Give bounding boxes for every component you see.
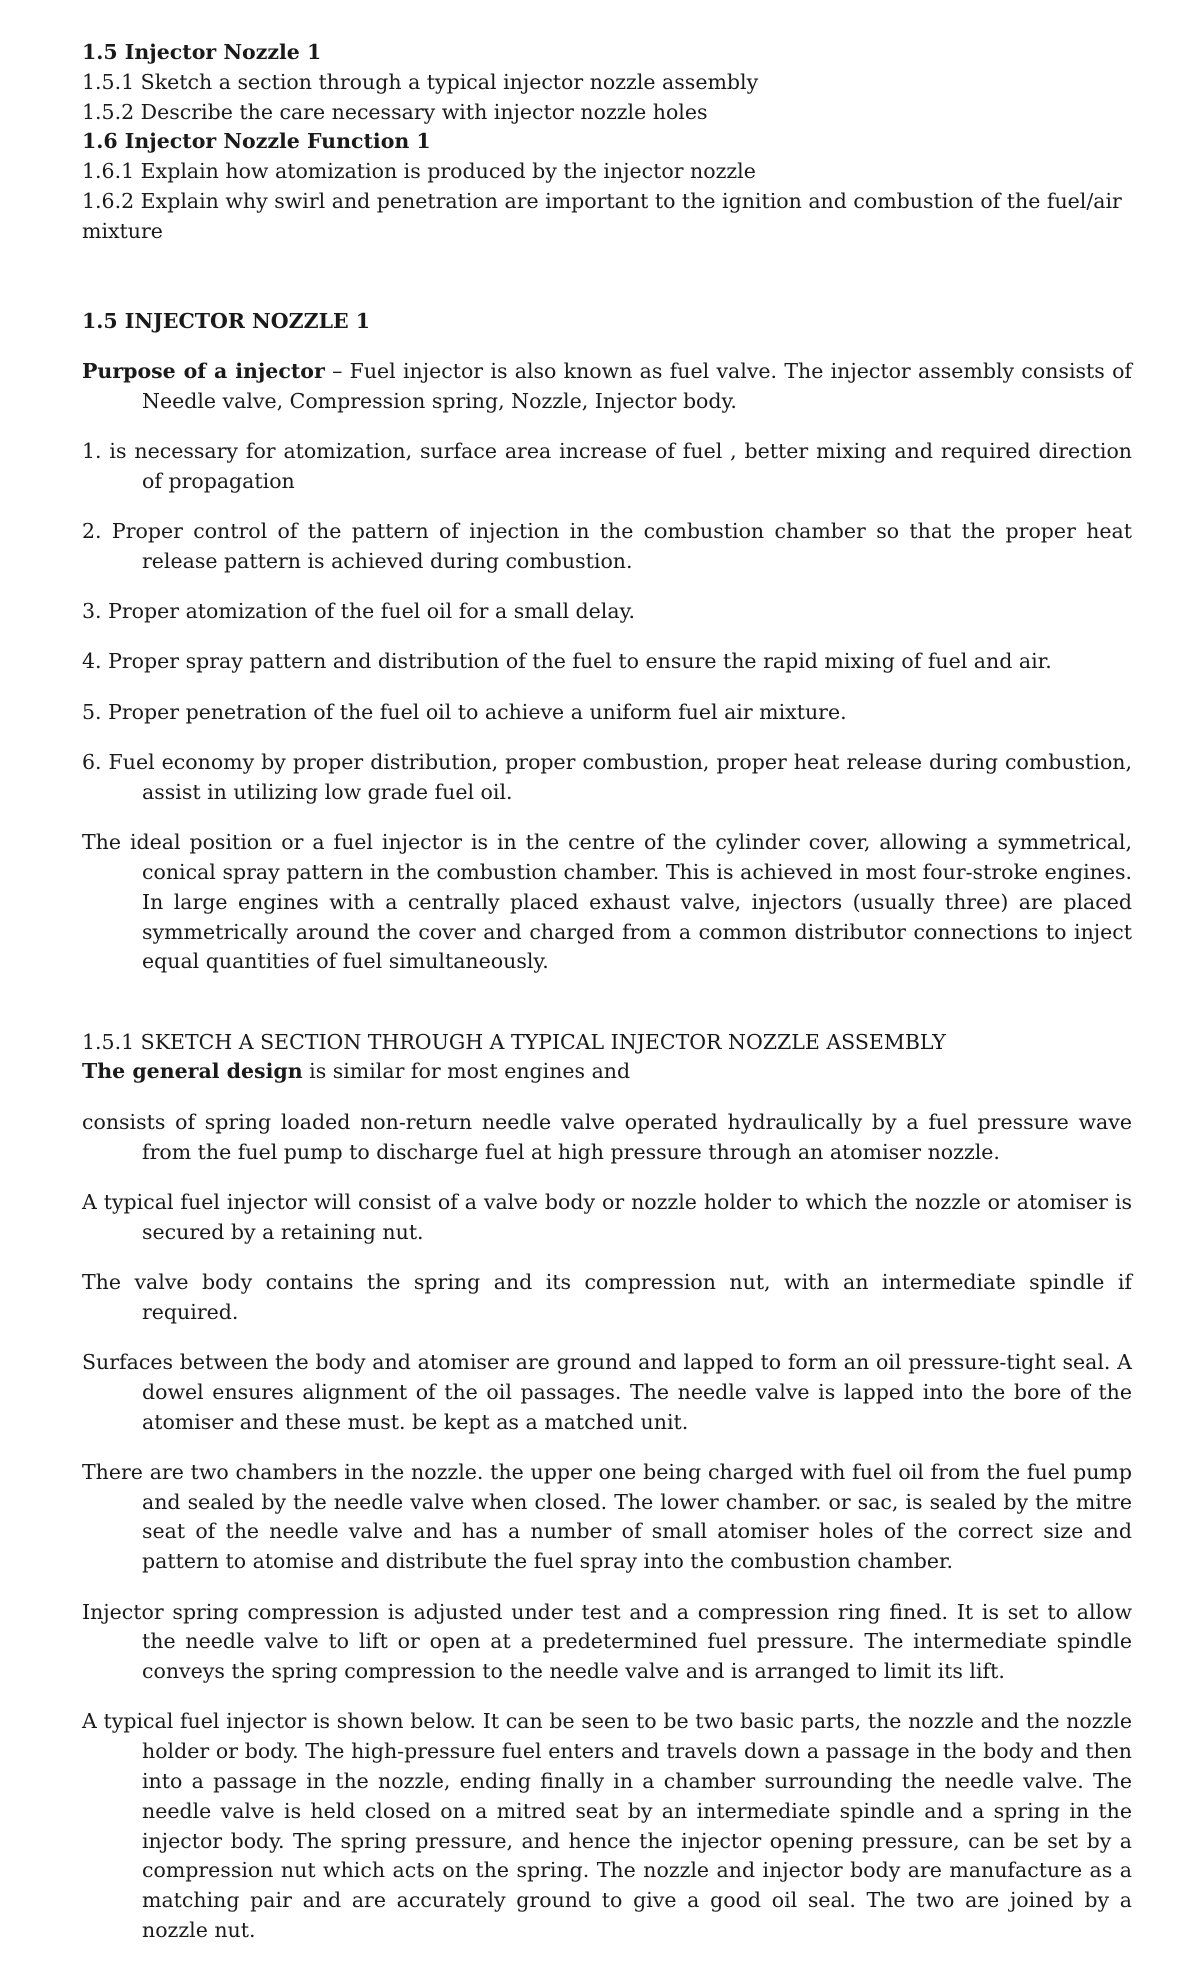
body-paragraph: Surfaces between the body and atomiser are ground and lapped to form an oil pressure-tight seal. A dowel ensures alignment of the oil passages. The needle valve is lapped into the bore of the atomiser and these must. be kept as a matched unit. [82, 1350, 1132, 1434]
body-paragraph: A typical fuel injector will consist of a valve body or nozzle holder to which the nozzle or atomiser is secured by a retaining nut. [82, 1189, 1132, 1244]
general-design-text: is similar for most engines and [302, 1059, 631, 1084]
list-item: 1. is necessary for atomization, surface area increase of fuel , better mixing and required direction of propagation [82, 438, 1132, 493]
purpose-text: – Fuel injector is also known as fuel valve. The injector assembly consists of Needle valve, Compression spring, Nozzle, Injector body. [142, 358, 1132, 413]
spacer [82, 247, 1132, 307]
list-item: 4. Proper spray pattern and distribution of the fuel to ensure the rapid mixing of fuel and air. [82, 649, 1052, 674]
body-paragraph: The valve body contains the spring and its compression nut, with an intermediate spindle if required. [82, 1269, 1132, 1324]
ideal-position-paragraph: The ideal position or a fuel injector is in the centre of the cylinder cover, allowing a symmetrical, conical spray pattern in the combustion chamber. This is achieved in most four-stroke engines. In large engines with a centrally placed exhaust valve, injectors (usually three) are placed symmetrically around the cover and charged from a common distributor connections to inject equal quantities of fuel simultaneously. [82, 830, 1132, 974]
body-paragraph: A typical fuel injector is shown below. It can be seen to be two basic parts, the nozzle and the nozzle holder or body. The high-pressure fuel enters and travels down a passage in the body and then into a passage in the nozzle, ending finally in a chamber surrounding the needle valve. The needle valve is held closed on a mitred seat by an intermediate spindle and a spring in the injector body. The spring pressure, and hence the injector opening pressure, can be set by a compression nut which acts on the spring. The nozzle and injector body are manufacture as a matching pair and are accurately ground to give a good oil seal. The two are joined by a nozzle nut. [82, 1709, 1132, 1943]
outline-item-1-5-1: 1.5.1 Sketch a section through a typical injector nozzle assembly [82, 69, 759, 94]
body-paragraph: consists of spring loaded non-return needle valve operated hydraulically by a fuel pressure wave from the fuel pump to discharge fuel at high pressure through an atomiser nozzle. [82, 1109, 1132, 1164]
purpose-label: Purpose of a injector [82, 358, 325, 383]
section-heading-1-5-1: 1.5.1 SKETCH A SECTION THROUGH A TYPICAL INJECTOR NOZZLE ASSEMBLY [82, 1029, 946, 1054]
outline-item-1-6-1: 1.6.1 Explain how atomization is produced by the injector nozzle [82, 159, 756, 184]
section-heading-1-5: 1.5 INJECTOR NOZZLE 1 [82, 308, 371, 333]
purpose-paragraph [82, 357, 1132, 417]
general-design-line [82, 1057, 1132, 1087]
list-item: 6. Fuel economy by proper distribution, proper combustion, proper heat release during combustion, assist in utilizing low grade fuel oil. [82, 750, 1132, 804]
outline-item-1-6-2: 1.6.2 Explain why swirl and penetration are important to the ignition and combustion of the fuel/air mixture [82, 188, 1122, 243]
outline-heading-1-5: 1.5 Injector Nozzle 1 [82, 40, 322, 64]
body-paragraph: There are two chambers in the nozzle. the upper one being charged with fuel oil from the fuel pump and sealed by the needle valve when closed. The lower chamber. or sac, is sealed by the mitre seat of the needle valve and has a number of small atomiser holes of the correct size and pattern to atomise and distribute the fuel spray into the combustion chamber. [82, 1459, 1132, 1574]
outline-heading-1-6: 1.6 Injector Nozzle Function 1 [82, 129, 431, 154]
general-design-label: The general design [82, 1059, 303, 1084]
spacer [82, 998, 1132, 1028]
list-item: 5. Proper penetration of the fuel oil to achieve a uniform fuel air mixture. [82, 699, 847, 724]
document-page [82, 38, 1132, 1966]
list-item: 2. Proper control of the pattern of injection in the combustion chamber so that the proper heat release pattern is achieved during combustion. [82, 519, 1132, 573]
body-paragraph: Injector spring compression is adjusted under test and a compression ring fined. It is set to allow the needle valve to lift or open at a predetermined fuel pressure. The intermediate spindle conveys the spring compression to the needle valve and is arranged to limit its lift. [82, 1599, 1132, 1684]
list-item: 3. Proper atomization of the fuel oil for a small delay. [82, 599, 635, 624]
outline-item-1-5-2: 1.5.2 Describe the care necessary with injector nozzle holes [82, 99, 708, 124]
